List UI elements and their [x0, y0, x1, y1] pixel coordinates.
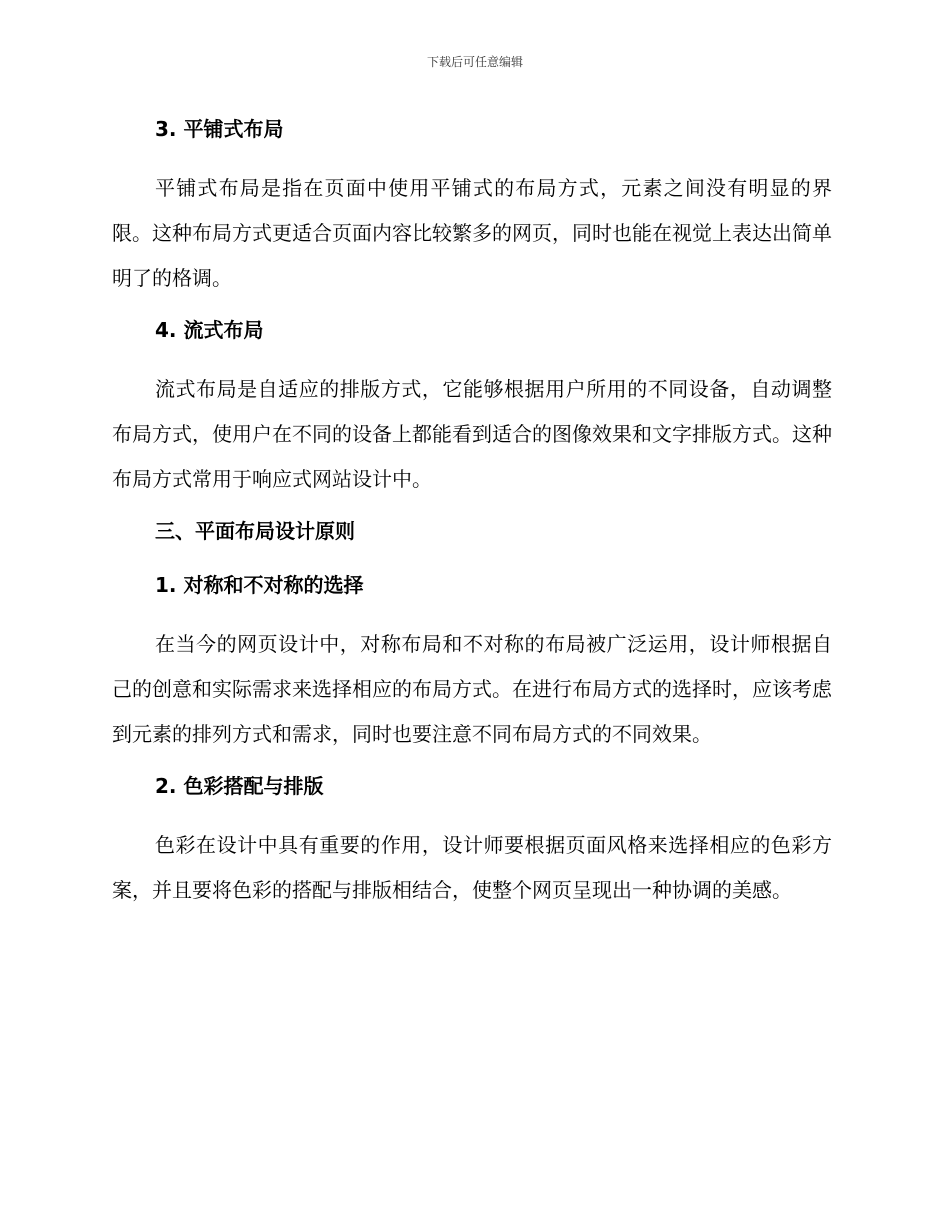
page-header: 下载后可任意编辑	[426, 55, 523, 69]
section-heading-tiled-layout: 3. 平铺式布局	[155, 117, 284, 141]
section-paragraph-fluid-layout: 流式布局是自适应的排版方式，它能够根据用户所用的不同设备，自动调整布局方式，使用户在不同的设备上都能看到适合的图像效果和文字排版方式。这种布局方式常用于响应式网站设计中。	[112, 377, 832, 491]
section-paragraph-color-typesetting: 色彩在设计中具有重要的作用，设计师要根据页面风格来选择相应的色彩方案，并且要将色彩的搭配与排版相结合，使整个网页呈现出一种协调的美感。	[112, 833, 832, 902]
section-heading-color-typesetting: 2. 色彩搭配与排版	[155, 774, 324, 798]
chapter-heading-design-principles: 三、平面布局设计原则	[155, 519, 355, 543]
section-paragraph-symmetry: 在当今的网页设计中，对称布局和不对称的布局被广泛运用，设计师根据自己的创意和实际需求来选择相应的布局方式。在进行布局方式的选择时，应该考虑到元素的排列方式和需求，同时也要注意不同布局方式的不同效果。	[112, 632, 832, 746]
document-body	[112, 112, 832, 913]
section-heading-fluid-layout: 4. 流式布局	[155, 318, 264, 342]
section-heading-symmetry: 1. 对称和不对称的选择	[155, 573, 364, 597]
section-paragraph-tiled-layout: 平铺式布局是指在页面中使用平铺式的布局方式，元素之间没有明显的界限。这种布局方式更适合页面内容比较繁多的网页，同时也能在视觉上表达出简单明了的格调。	[112, 176, 832, 290]
